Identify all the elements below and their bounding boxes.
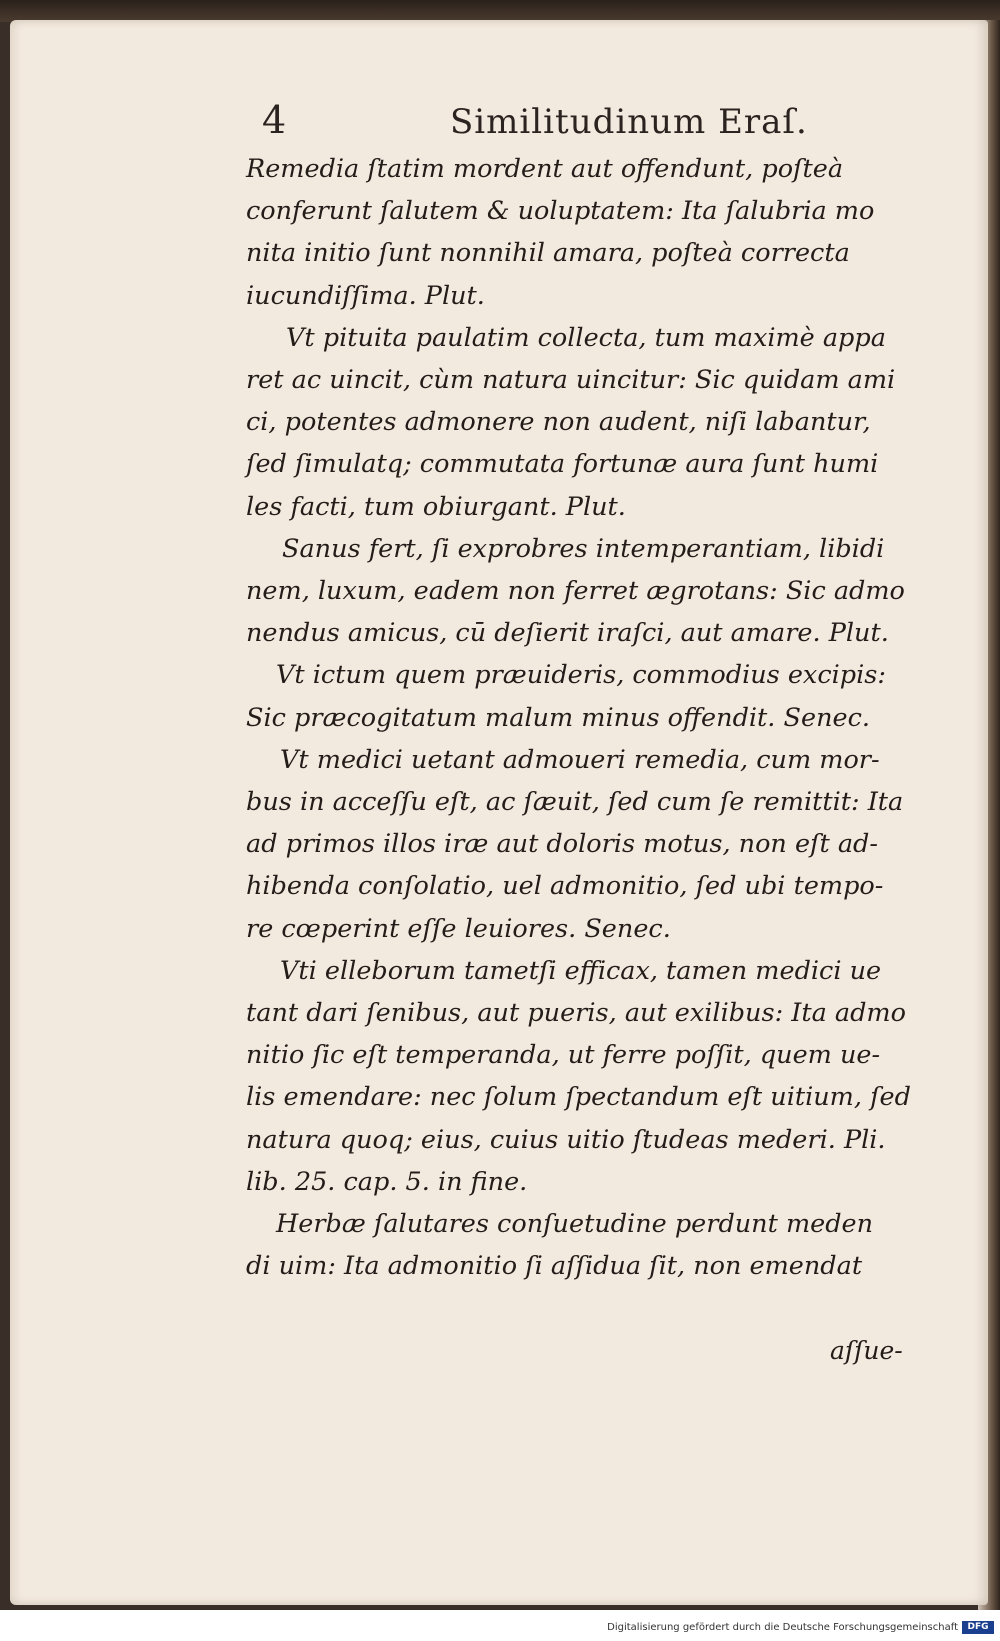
paragraph <box>246 317 926 528</box>
text-line: Remedia ſtatim mordent aut offendunt, poſteà <box>246 154 844 184</box>
book-top-edge <box>0 0 1000 22</box>
text-line: Vt medici uetant admoueri remedia, cum mor- <box>280 744 880 775</box>
text-line: lis emendare: nec ſolum ſpectandum eſt uitium, ſed <box>246 1082 911 1113</box>
text-line: les facti, tum obiurgant. Plut. <box>246 491 626 522</box>
text-line: bus in acceſſu eſt, ac ſæuit, ſed cum ſe remittit: Ita <box>246 787 904 818</box>
catchword: aſſue- <box>830 1336 903 1365</box>
dfg-logo: DFG <box>962 1621 994 1634</box>
text-line: lib. 25. cap. 5. in fine. <box>246 1166 528 1197</box>
text-line: nem, luxum, eadem non ferret ægrotans: Sic admo <box>246 576 905 607</box>
page-number: 4 <box>262 98 287 142</box>
text-line: tant dari ſenibus, aut pueris, aut exilibus: Ita admo <box>246 998 906 1029</box>
text-line: ad primos illos iræ aut doloris motus, non eſt ad- <box>246 829 878 860</box>
digitization-note: Digitalisierung gefördert durch die Deutsche Forschungsgemeinschaft <box>607 1622 958 1633</box>
text-line: di uim: Ita admonitio ſi aſſidua ſit, non emendat <box>246 1251 863 1282</box>
text-line: Vt pituita paulatim collecta, tum maximè appa <box>286 322 886 353</box>
body-text <box>246 148 926 1287</box>
text-line: Herbæ ſalutares conſuetudine perdunt meden <box>276 1209 874 1240</box>
text-line: Sanus fert, ſi exprobres intemperantiam, libidi <box>282 533 885 564</box>
text-line: re cœperint eſſe leuiores. Senec. <box>246 913 671 944</box>
text-line: ret ac uincit, cùm natura uincitur: Sic quidam ami <box>246 365 896 396</box>
text-line: ſed ſimulatq; commutata fortunæ aura ſunt humi <box>246 449 879 480</box>
text-line: natura quoq; eius, cuius uitio ſtudeas mederi. Pli. <box>246 1124 886 1155</box>
text-line: ci, potentes admonere non audent, niſi labantur, <box>246 407 871 438</box>
text-line: Vt ictum quem præuideris, commodius excipis: <box>276 660 886 691</box>
text-line: conferunt ſalutem & uoluptatem: Ita ſalubria mo <box>246 196 875 227</box>
paragraph <box>246 148 926 317</box>
text-line: nendus amicus, cū deſierit iraſci, aut amare. Plut. <box>246 618 889 649</box>
text-line: Vti elleborum tametſi efficax, tamen medici ue <box>280 955 882 986</box>
paragraph <box>246 1203 926 1287</box>
paragraph <box>246 739 926 950</box>
text-line: Sic præcogitatum malum minus offendit. Senec. <box>246 702 870 733</box>
text-line: nita initio ſunt nonnihil amara, poſteà correcta <box>246 238 850 269</box>
paragraph <box>246 528 926 655</box>
text-line: iucundiſſima. Plut. <box>246 280 485 311</box>
text-line: hibenda conſolatio, uel admonitio, ſed ubi tempo- <box>246 871 884 902</box>
book-page <box>10 20 988 1605</box>
text-line: nitio ſic eſt temperanda, ut ferre poſſit, quem ue- <box>246 1040 881 1071</box>
paragraph <box>246 654 926 738</box>
paragraph <box>246 950 926 1203</box>
running-title: Similitudinum Eraſ. <box>450 102 808 142</box>
